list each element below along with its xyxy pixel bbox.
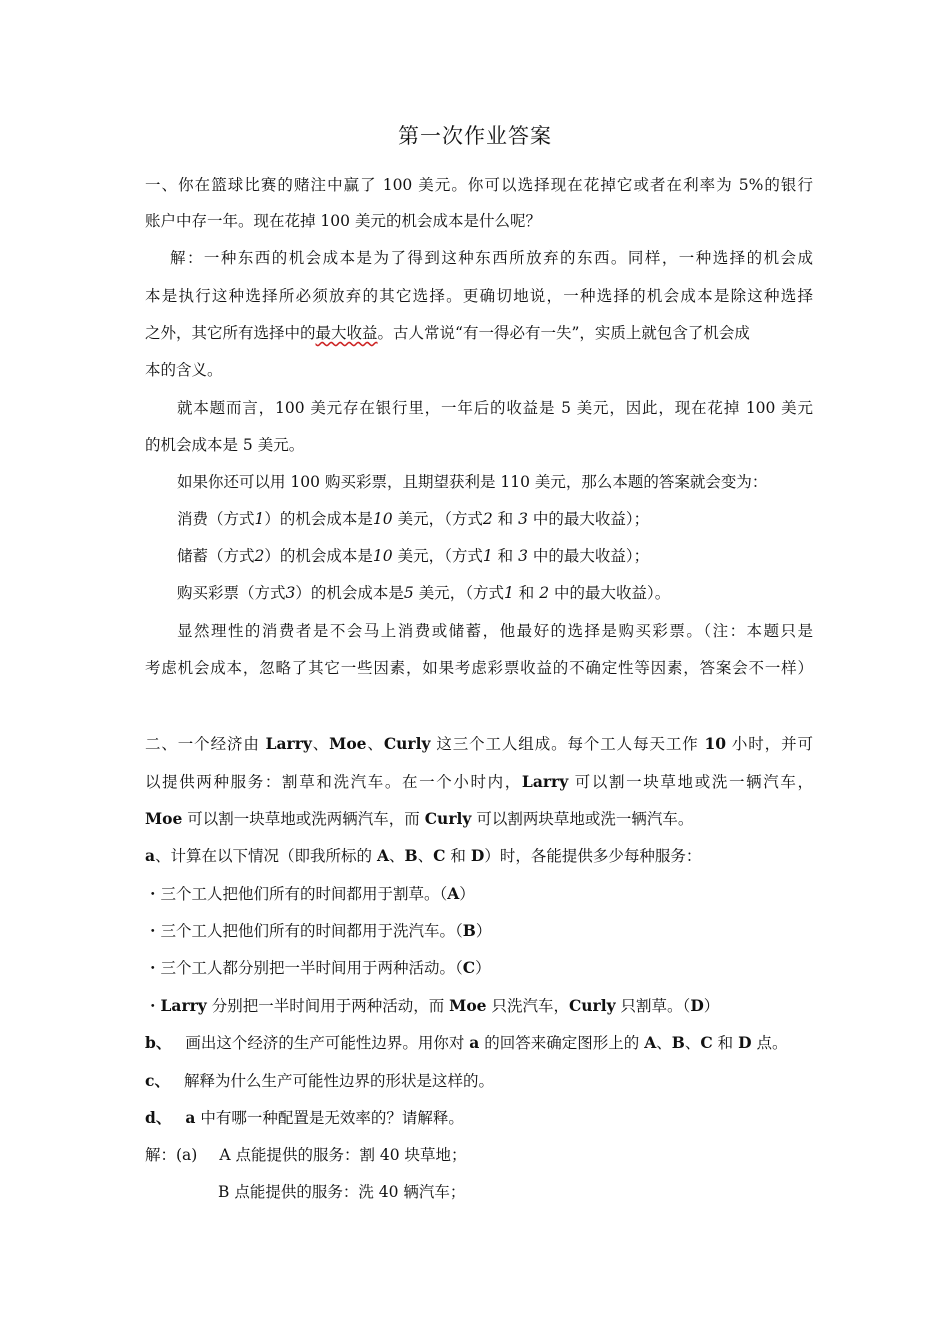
text-segment: 3 [285,584,296,602]
text-segment: C [433,846,446,865]
text-segment: b、 [145,1033,172,1052]
text-segment: Curly [383,734,431,753]
text-segment: ・三个工人把他们所有的时间都用于洗汽车。（ [145,922,463,940]
text-segment: A [644,1033,657,1052]
text-segment: 10 [704,734,727,753]
text-segment: 2 [482,510,493,528]
text-segment: ）的机会成本是 [295,584,404,602]
text-segment: B [404,846,418,865]
text-segment: 画出这个经济的生产可能性边界。用你对 [185,1034,470,1052]
text-segment: B [462,921,476,940]
text-segment: 3 [518,510,528,528]
q2-bullet-2 [145,921,813,941]
text-segment: ）时，各能提供多少每种服务： [484,847,702,865]
text-segment: 和 [712,1034,739,1052]
text-segment: ・三个工人都分别把一半时间用于两种活动。（ [145,959,463,977]
text-segment: 和 [513,584,540,602]
text-segment: 的回答来确定图形上的 [479,1034,645,1052]
text-segment: 、 [656,1034,672,1052]
q1-answer-line-4: 本的含义。 [145,361,223,379]
text-segment: D [690,996,704,1015]
text-segment: 中的最大收益）。 [549,584,671,602]
q2-bullet-1 [145,884,813,904]
q1-answer-line-2: 本是执行这种选择所必须放弃的其它选择。更确切地说，一种选择的机会成本是除这种选择 [145,287,813,305]
text-segment: c、 [145,1071,170,1090]
q1-answer-line-3-start: 之外，其它所有选择中的 [145,324,316,342]
q1-answer-line-6: 的机会成本是 5 美元。 [145,436,305,454]
q2-bullet-4 [145,996,813,1016]
text-segment: 储蓄（方式 [177,547,255,565]
q1-extension-line-3 [177,546,813,566]
q2-question-line-3 [145,809,813,829]
text-segment: 、 [311,735,330,753]
text-segment: A 点能提供的服务：割 40 块草地； [219,1146,467,1164]
q2-part-d-line [145,1108,813,1128]
text-segment: 解释为什么生产可能性边界的形状是这样的。 [183,1072,494,1090]
text-segment: 以提供两种服务：割草和洗汽车。在一个小时内， [145,773,522,791]
text-segment: Moe [329,734,367,753]
text-segment: 购买彩票（方式 [177,584,286,602]
text-segment: C [462,958,476,977]
text-segment: 这三个工人组成。每个工人每天工作 [430,735,705,753]
q2-part-b-line [145,1033,813,1053]
text-segment: ） [703,997,720,1015]
q1-answer-line-5: 就本题而言，100 美元存在银行里，一年后的收益是 5 美元，因此，现在花掉 100 美元 [177,399,813,417]
text-segment: 3 [518,547,528,565]
text-segment: 中的最大收益）； [527,547,650,565]
text-segment: ） [459,885,475,903]
q1-answer-line-3 [145,323,813,343]
text-segment: 只割草。（ [615,997,691,1015]
text-segment: 、 [417,847,434,865]
text-segment: 解：(a) [145,1146,198,1164]
text-segment: 美元，（方式 [392,510,483,528]
text-segment: a [469,1033,480,1052]
text-segment: Larry [265,734,312,753]
text-segment: a [185,1108,196,1127]
q2-question-line-2 [145,772,813,792]
text-segment: ） [475,922,492,940]
q1-extension-line-1: 如果你还可以用 100 购买彩票，且期望获利是 110 美元，那么本题的答案就会变为： [177,473,768,491]
q1-answer-line-1: 解：一种东西的机会成本是为了得到这种东西所放弃的东西。同样，一种选择的机会成 [170,249,813,267]
text-segment: 点。 [751,1034,788,1052]
text-segment: D [470,846,485,865]
text-segment: 10 [372,547,393,565]
text-segment: Curly [568,996,616,1015]
q1-conclusion-line-2: 考虑机会成本，忽略了其它一些因素，如果考虑彩票收益的不确定性等因素，答案会不一样） [145,659,813,677]
text-segment: 小时，并可 [726,735,813,753]
text-segment: a [145,846,156,865]
text-segment: 和 [492,510,519,528]
text-segment: ） [475,959,491,977]
text-segment: 可以割一块草地或洗两辆汽车，而 [182,810,425,828]
q1-extension-line-2 [177,509,813,529]
q2-part-a-line [145,846,813,866]
q1-answer-line-3-end: 。古人常说“有一得必有一失”，实质上就包含了机会成 [377,324,750,342]
text-segment: B [671,1033,685,1052]
text-segment: 、 [389,847,405,865]
text-segment: 、 [366,735,384,753]
text-segment: A [376,846,390,865]
text-segment: ）的机会成本是 [264,547,373,565]
text-segment: 、 [684,1034,701,1052]
spellcheck-underlined-text: 最大收益 [315,324,378,342]
text-segment: ）的机会成本是 [264,510,373,528]
text-segment: Moe [145,809,183,828]
text-segment: 中有哪一种配置是无效率的？请解释。 [195,1109,464,1127]
text-segment: 2 [539,584,550,602]
q2-solution-line-2: B 点能提供的服务：洗 40 辆汽车； [218,1183,466,1201]
text-segment: Curly [424,809,472,828]
q2-question-line-1 [145,734,813,754]
text-segment: 1 [482,547,493,565]
text-segment: 5 [403,584,414,602]
text-segment: 和 [492,547,519,565]
q1-question-line-1: 一、你在篮球比赛的赌注中赢了 100 美元。你可以选择现在花掉它或者在利率为 5%的银行 [145,176,813,194]
text-segment: Larry [160,996,207,1015]
text-segment: 美元，（方式 [392,547,483,565]
text-segment: ・三个工人把他们所有的时间都用于割草。（ [145,885,448,903]
text-segment: 可以割两块草地或洗一辆汽车。 [471,810,694,828]
text-segment: 美元，（方式 [413,584,504,602]
q2-part-c-line [145,1071,813,1091]
text-segment: A [447,884,460,903]
text-segment: C [700,1033,713,1052]
q1-question-line-2: 账户中存一年。现在花掉 100 美元的机会成本是什么呢？ [145,212,541,230]
text-segment: ・ [145,997,161,1015]
text-segment: 1 [254,510,265,528]
q2-solution-line-1 [145,1145,813,1165]
q1-conclusion-line-1: 显然理性的消费者是不会马上消费或储蓄，他最好的选择是购买彩票。（注：本题只是 [177,622,813,640]
text-segment: Larry [521,772,569,791]
q1-extension-line-4 [177,583,813,603]
text-segment: D [738,1033,752,1052]
text-segment: Moe [449,996,487,1015]
text-segment: 二、一个经济由 [145,735,266,753]
text-segment: 1 [503,584,514,602]
text-segment: 只洗汽车， [486,997,569,1015]
text-segment: d、 [145,1108,172,1127]
text-segment: 可以割一块草地或洗一辆汽车， [568,773,813,791]
text-segment: 2 [254,547,265,565]
text-segment: 和 [445,847,471,865]
text-segment: 分别把一半时间用于两种活动，而 [206,997,450,1015]
text-segment: 消费（方式 [177,510,255,528]
text-segment: 10 [372,510,393,528]
text-segment: 中的最大收益）； [527,510,650,528]
text-segment: 、计算在以下情况（即我所标的 [155,847,377,865]
page-title: 第一次作业答案 [398,124,552,148]
q2-bullet-3 [145,958,813,978]
